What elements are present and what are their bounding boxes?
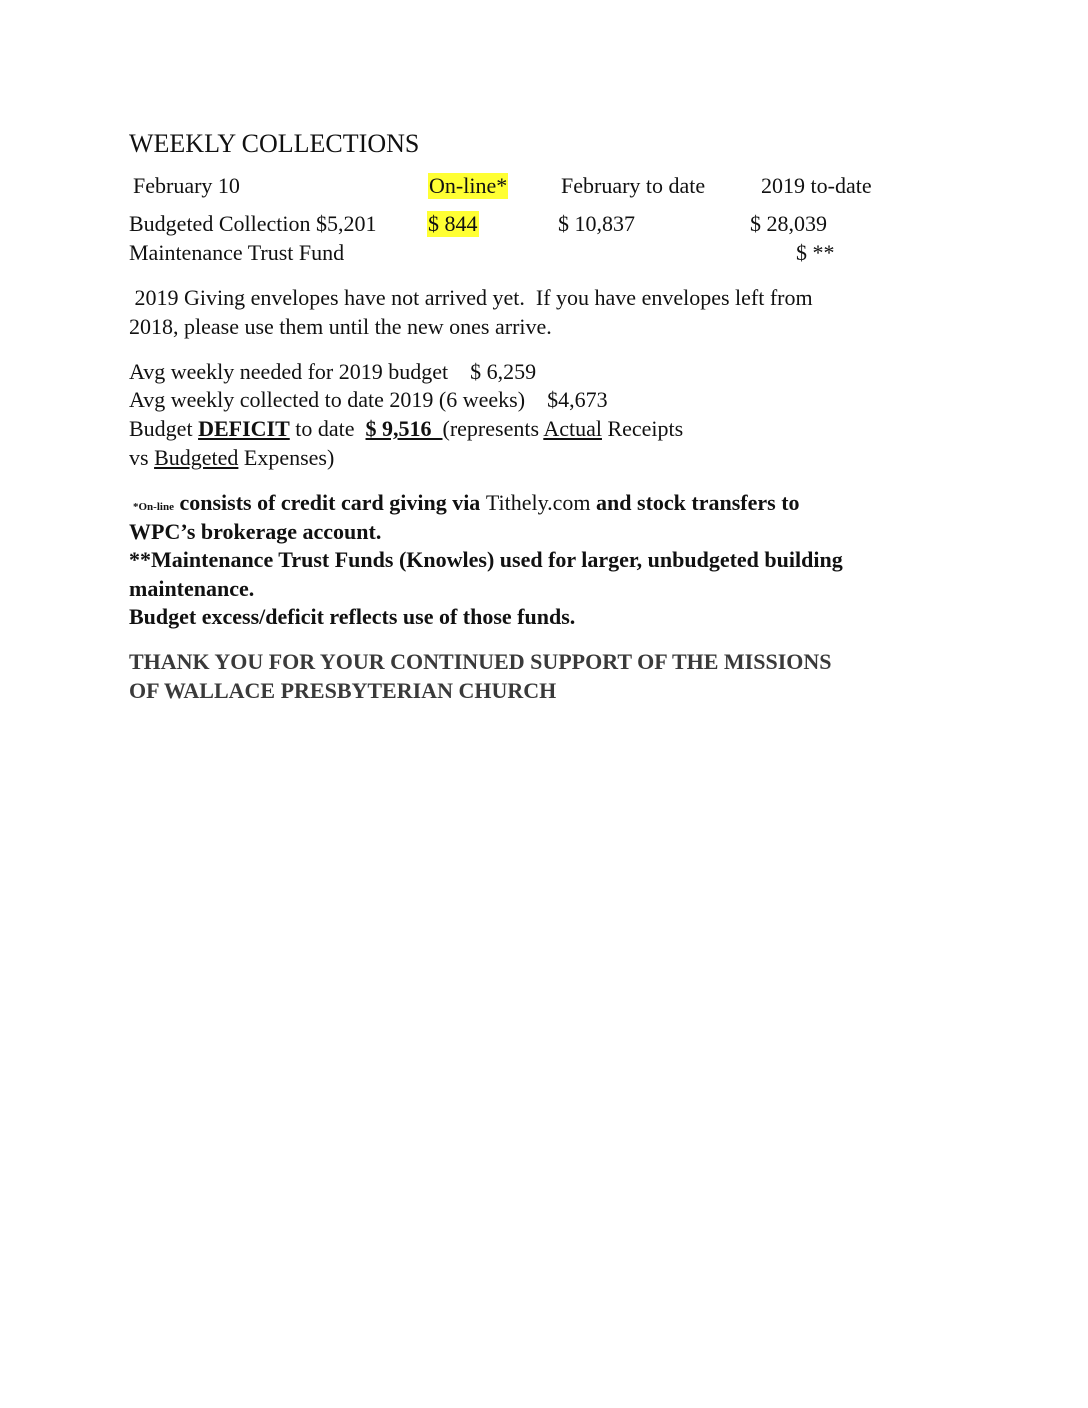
deficit-prefix: Budget xyxy=(129,416,199,441)
online-amount: $ 844 xyxy=(428,211,478,236)
online-header: On-line* xyxy=(429,173,508,198)
month-to-date-amount: $ 10,837 xyxy=(558,211,635,236)
deficit-amount: $ 9,516 xyxy=(365,416,443,441)
budget-deficit-line2 xyxy=(129,445,334,471)
budgeted-collection-label: Budgeted Collection $5,201 xyxy=(129,211,377,236)
online-footnote-line2: WPC’s brokerage account. xyxy=(129,519,382,544)
maintenance-footnote-line1: **Maintenance Trust Funds (Knowles) used for larger, unbudgeted building xyxy=(129,547,843,572)
deficit-mid: to date xyxy=(289,416,366,441)
line2-prefix: vs xyxy=(129,445,155,470)
date-label: February 10 xyxy=(133,173,240,198)
avg-weekly-needed: Avg weekly needed for 2019 budget $ 6,259 xyxy=(129,359,537,384)
online-footnote-site: Tithely.com xyxy=(485,490,591,515)
budget-deficit-line xyxy=(129,416,683,442)
year-to-date-header: 2019 to-date xyxy=(761,173,872,198)
online-footnote-tag: *On-line xyxy=(133,501,174,513)
thank-you-line1: THANK YOU FOR YOUR CONTINUED SUPPORT OF THE MISSIONS xyxy=(129,649,832,674)
line2-budgeted: Budgeted xyxy=(154,445,239,470)
avg-weekly-collected: Avg weekly collected to date 2019 (6 weeks) $4,673 xyxy=(129,387,608,412)
deficit-suffix-b: Receipts xyxy=(601,416,684,441)
thank-you-line2: OF WALLACE PRESBYTERIAN CHURCH xyxy=(129,678,557,703)
maintenance-fund-amount: $ ** xyxy=(796,240,835,265)
maintenance-footnote-line2: maintenance. xyxy=(129,576,255,601)
maintenance-fund-label: Maintenance Trust Fund xyxy=(129,240,345,265)
excess-footnote: Budget excess/deficit reflects use of those funds. xyxy=(129,604,576,629)
page-title: WEEKLY COLLECTIONS xyxy=(129,129,420,158)
online-footnote-b: and stock transfers to xyxy=(590,490,800,515)
year-to-date-amount: $ 28,039 xyxy=(750,211,827,236)
month-to-date-header: February to date xyxy=(561,173,706,198)
envelope-notice-line1: 2019 Giving envelopes have not arrived yet. If you have envelopes left from xyxy=(129,285,813,310)
deficit-word: DEFICIT xyxy=(198,416,290,441)
envelope-notice-line2: 2018, please use them until the new ones arrive. xyxy=(129,314,552,339)
online-footnote-line1 xyxy=(133,490,800,516)
deficit-actual: Actual xyxy=(543,416,602,441)
deficit-suffix-a: (represents xyxy=(442,416,544,441)
online-footnote-a: consists of credit card giving via xyxy=(173,490,486,515)
line2-suffix: Expenses) xyxy=(238,445,335,470)
